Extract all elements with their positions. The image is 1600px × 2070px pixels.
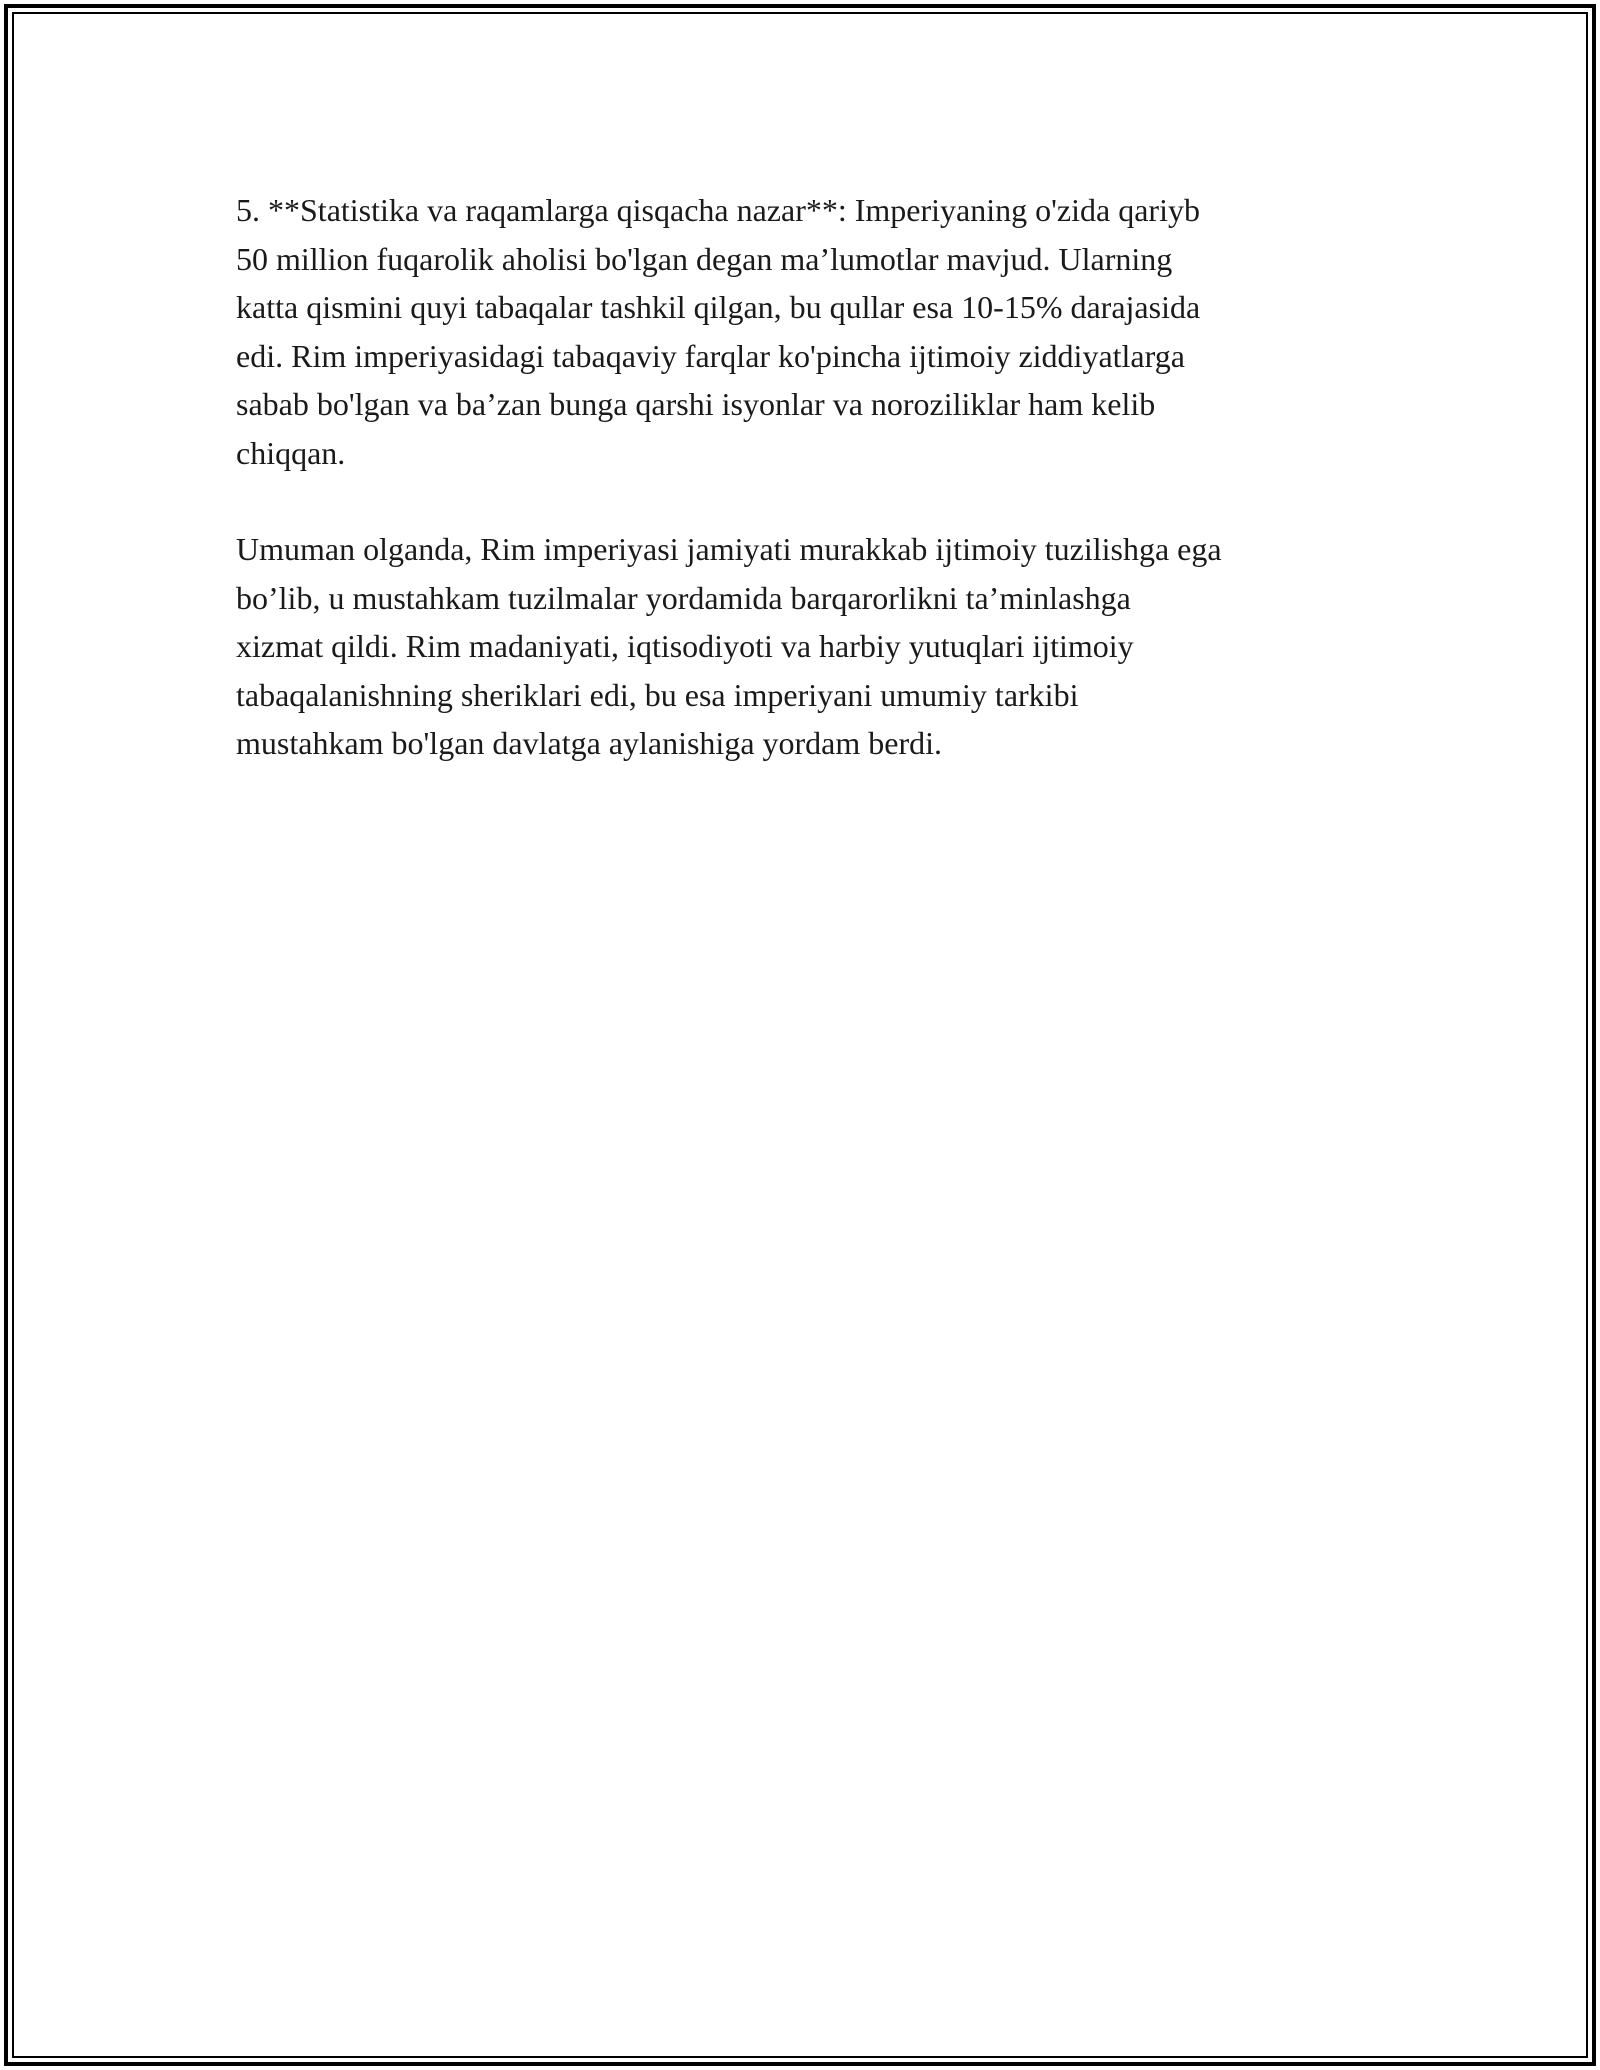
text-line: tabaqalanishning sheriklari edi, bu esa imperiyani umumiy tarkibi [236, 676, 1079, 713]
text-line: bo’lib, u mustahkam tuzilmalar yordamida barqarorlikni ta’minlashga [236, 579, 1131, 616]
text-line: 5. **Statistika va raqamlarga qisqacha nazar**: Imperiyaning o'zida qariyb [236, 192, 1200, 228]
document-body [236, 186, 1376, 816]
text-line: Umuman olganda, Rim imperiyasi jamiyati murakkab ijtimoiy tuzilishga ega [236, 531, 1222, 567]
text-line: 50 million fuqarolik aholisi bo'lgan degan ma’lumotlar mavjud. Ularning [236, 240, 1173, 277]
paragraph-conclusion [236, 525, 1376, 768]
text-line: edi. Rim imperiyasidagi tabaqaviy farqlar ko'pincha ijtimoiy ziddiyatlarga [236, 337, 1185, 374]
text-line: mustahkam bo'lgan davlatga aylanishiga yordam berdi. [236, 725, 943, 761]
text-line: xizmat qildi. Rim madaniyati, iqtisodiyoti va harbiy yutuqlari ijtimoiy [236, 628, 1134, 664]
text-line: sabab bo'lgan va ba’zan bunga qarshi isyonlar va noroziliklar ham kelib [236, 386, 1156, 422]
text-line: chiqqan. [236, 434, 346, 471]
text-line: katta qismini quyi tabaqalar tashkil qilgan, bu qullar esa 10-15% darajasida [236, 289, 1201, 325]
paragraph-statistics [236, 186, 1376, 477]
